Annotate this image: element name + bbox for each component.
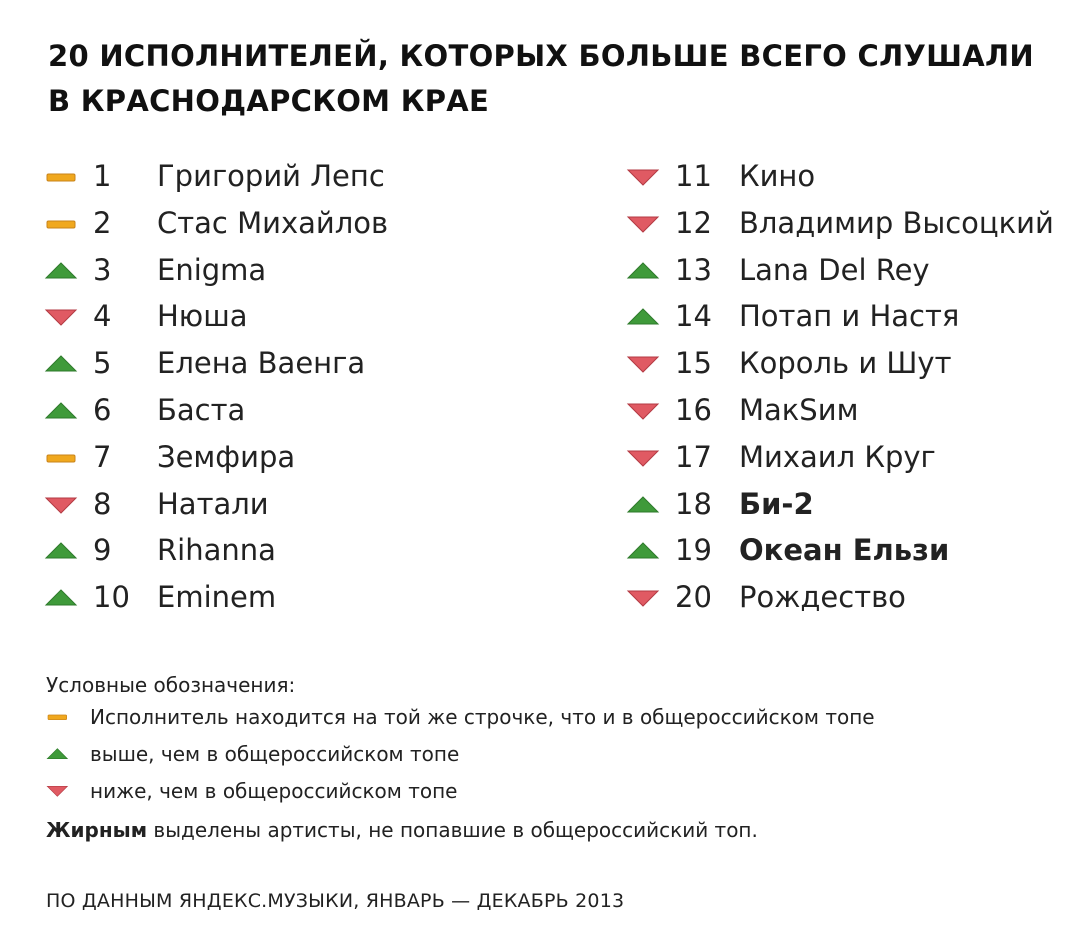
artist-name: Нюша [157,299,248,334]
legend-item-text: выше, чем в общероссийском топе [90,742,460,766]
down-icon [44,307,80,327]
rank-number: 8 [93,486,112,521]
ranking-row [626,434,1066,481]
rank-number: 14 [675,299,712,334]
bold-note-word: Жирным [46,818,148,842]
bold-note-text: выделены артисты, не попавшие в общероссийский топ. [147,818,758,842]
artist-name: Земфира [157,439,296,474]
artist-name: Григорий Лепс [157,159,385,193]
up-icon [44,541,80,561]
legend-heading: Условные обозначения: [46,673,296,697]
ranking-row [44,153,484,200]
rank-number: 3 [93,252,112,287]
legend-item [46,774,1046,811]
rank-number: 11 [675,159,712,193]
rank-number: 10 [93,580,130,615]
rank-number: 9 [93,533,112,568]
page-title: 20 ИСПОЛНИТЕЛЕЙ, КОТОРЫХ БОЛЬШЕ ВСЕГО СЛУШАЛИ В КРАСНОДАРСКОМ КРАЕ [48,39,1034,118]
same-icon [44,167,80,187]
rank-number: 20 [675,580,712,615]
up-icon [44,261,80,281]
ranking-row [626,153,1066,200]
rank-number: 6 [93,392,112,427]
ranking-row [44,340,484,387]
rank-number: 15 [675,346,712,381]
rank-number: 1 [93,159,112,193]
artist-name: Кино [739,159,816,193]
ranking-row [626,200,1066,247]
ranking-row [626,293,1066,340]
rank-number: 18 [675,486,712,521]
rank-number: 17 [675,439,712,474]
artist-name: МакSим [739,392,859,427]
artist-name: Рождество [739,580,906,615]
rank-number: 5 [93,346,112,381]
legend-item [46,700,1046,737]
legend-item-text: Исполнитель находится на той же строчке, что и в общероссийском топе [90,705,875,729]
legend-items [46,700,1046,811]
ranking-row [44,293,484,340]
ranking-row [626,527,1066,574]
same-icon [46,709,70,723]
artist-name: Михаил Круг [739,439,936,474]
same-icon [44,448,80,468]
ranking-row [44,481,484,528]
ranking-row [44,527,484,574]
down-icon [626,167,662,187]
bold-note [46,813,1046,847]
ranking-row [626,247,1066,294]
down-icon [626,588,662,608]
artist-name: Потап и Настя [739,299,960,334]
rank-number: 2 [93,205,112,240]
legend-item [46,737,1046,774]
same-icon [44,214,80,234]
rank-number: 13 [675,252,712,287]
artist-name: Lana Del Rey [739,252,930,287]
legend [46,670,1046,847]
artist-name: Владимир Высоцкий [739,205,1054,240]
up-icon [44,354,80,374]
rank-number: 16 [675,392,712,427]
ranking-column-right [626,153,1066,621]
down-icon [46,783,70,797]
ranking-row [44,434,484,481]
artist-name: Баста [157,392,246,427]
down-icon [44,495,80,515]
up-icon [44,401,80,421]
up-icon [626,307,662,327]
rank-number: 19 [675,533,712,568]
artist-name: Eminem [157,580,277,615]
artist-name: Океан Ельзи [739,533,950,568]
up-icon [46,746,70,760]
up-icon [626,261,662,281]
down-icon [626,448,662,468]
ranking-column-left [44,153,484,621]
artist-name: Натали [157,486,269,521]
artist-name: Елена Ваенга [157,346,366,381]
ranking-row [626,481,1066,528]
artist-name: Rihanna [157,533,276,568]
artist-name: Король и Шут [739,346,952,381]
rank-number: 7 [93,439,112,474]
ranking-row [44,387,484,434]
source-note: ПО ДАННЫМ ЯНДЕКС.МУЗЫКИ, ЯНВАРЬ — ДЕКАБРЬ 2013 [46,890,625,912]
up-icon [44,588,80,608]
artist-name: Enigma [157,252,267,287]
artist-name: Стас Михайлов [157,205,389,240]
ranking-row [44,200,484,247]
up-icon [626,495,662,515]
ranking-row [44,574,484,621]
down-icon [626,401,662,421]
ranking-row [626,574,1066,621]
ranking-row [626,387,1066,434]
ranking-row [44,247,484,294]
ranking-row [626,340,1066,387]
up-icon [626,541,662,561]
down-icon [626,354,662,374]
legend-item-text: ниже, чем в общероссийском топе [90,779,458,803]
rank-number: 4 [93,299,112,334]
artist-name: Би-2 [739,486,814,521]
rank-number: 12 [675,205,712,240]
down-icon [626,214,662,234]
